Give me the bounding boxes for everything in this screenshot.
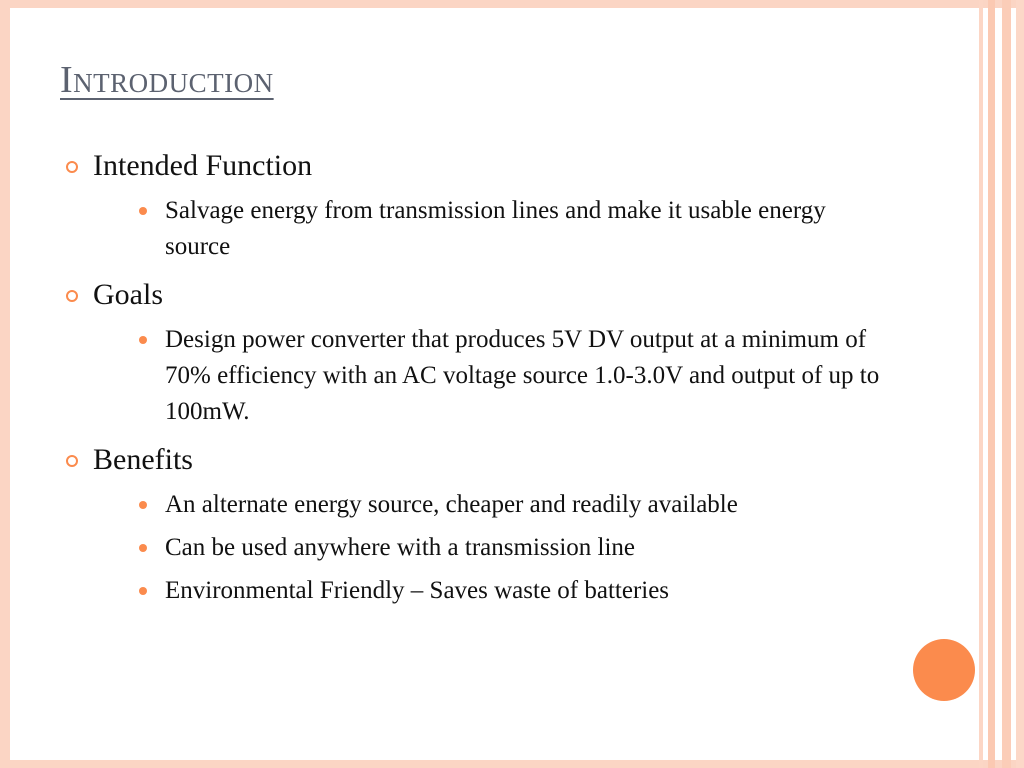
section-intended-function: [63, 148, 883, 265]
dot-bullet-icon: [139, 587, 147, 595]
slide-title: Introduction: [60, 59, 274, 101]
sub-bullet-item: [93, 573, 883, 609]
left-border: [0, 0, 10, 768]
dot-bullet-icon: [139, 336, 147, 344]
sub-bullet-item: [93, 322, 883, 430]
sub-bullet-list: [93, 322, 883, 430]
bullet-content: [63, 148, 883, 609]
sub-bullet-item: [93, 193, 883, 265]
hollow-bullet-icon: [66, 455, 78, 467]
dot-bullet-icon: [139, 207, 147, 215]
sub-bullet-text: An alternate energy source, cheaper and readily available: [165, 491, 738, 518]
right-border-stripe: [1002, 0, 1011, 768]
dot-bullet-icon: [139, 501, 147, 509]
sub-bullet-item: [93, 530, 883, 566]
accent-circle-decoration: [913, 639, 975, 701]
section-goals: [63, 277, 883, 430]
section-heading: Intended Function: [93, 149, 313, 182]
section-heading: Benefits: [93, 443, 193, 476]
sub-bullet-list: [93, 487, 883, 609]
dot-bullet-icon: [139, 544, 147, 552]
sub-bullet-text: Can be used anywhere with a transmission line: [165, 534, 636, 561]
sub-bullet-text: Salvage energy from transmission lines and make it usable energy source: [165, 197, 826, 260]
sub-bullet-text: Environmental Friendly – Saves waste of batteries: [165, 577, 670, 604]
right-border-stripe: [988, 0, 995, 768]
right-border-stripe: [1016, 0, 1024, 768]
section-benefits: [63, 442, 883, 609]
hollow-bullet-icon: [66, 161, 78, 173]
bottom-border: [0, 760, 1024, 768]
sub-bullet-list: [93, 193, 883, 265]
sub-bullet-item: [93, 487, 883, 523]
hollow-bullet-icon: [66, 290, 78, 302]
sub-bullet-text: Design power converter that produces 5V DV output at a minimum of 70% efficiency with an AC voltage source 1.0-3.0V and output of up to 100mW.: [165, 326, 880, 425]
top-border: [0, 0, 1024, 8]
right-border-stripe: [979, 0, 983, 768]
section-heading: Goals: [93, 278, 163, 311]
